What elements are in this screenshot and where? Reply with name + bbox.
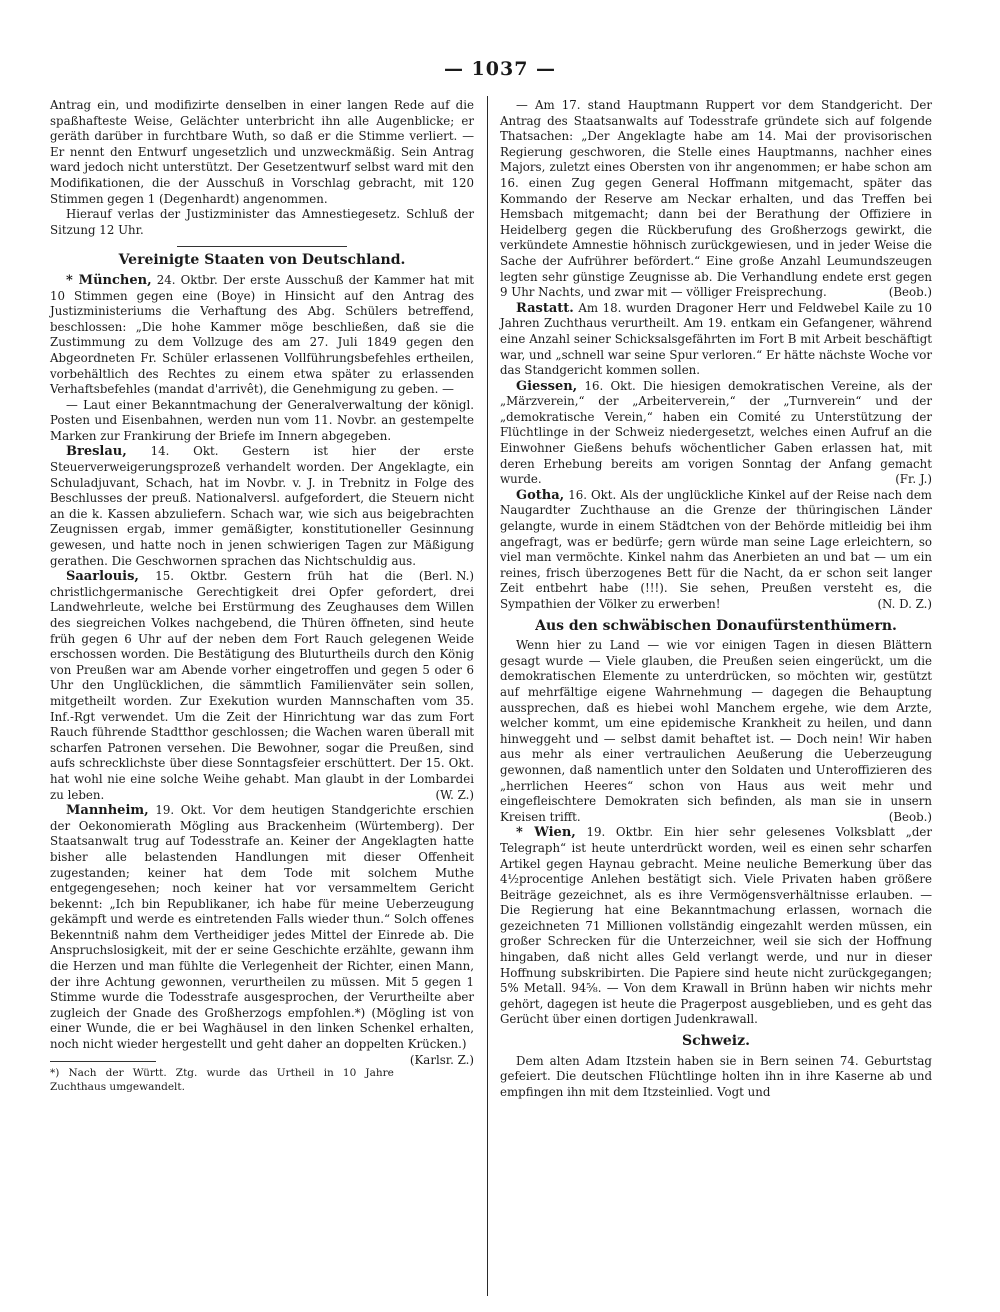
paragraph: Antrag ein, und modifizirte denselben in einer langen Rede auf die spaßhafteste Weise, Gelächter unterbricht ihn alle Augenblicke; er geräth darüber in furchtbare Wuth, so daß er die Stimme verliert. — Er nennt den Entwurf ungesetzlich und unzweckmäßig. Sein Antrag ward jedoch nicht unterstützt. Der Gesetzentwurf selbst ward mit den Modifikationen, die der Ausschuß in Vorschlag gebracht, mit 120 Stimmen gegen 1 (Degenhardt) angenommen. <box>50 98 474 206</box>
footnote-rule <box>50 1061 156 1062</box>
article-giessen <box>500 379 932 488</box>
article-text: — Am 17. stand Hauptmann Ruppert vor dem Standgericht. Der Antrag des Staatsanwalts auf Todesstrafe gründete sich auf folgende Thatsachen: „Der Angeklagte habe am 14. Mai der provisorischen Regierung geschworen, die Stelle eines Hauptmanns, nachher eines Majors, zuletzt eines Obersten von ihr angenommen; er habe schon am 16. einen Zug gegen General Hoffmann mitgemacht, später das Kommando der Reserve am Neckar erhalten, und das Treffen bei Hemsbach mitgemacht; dann bei der Berathung der Offiziere in Heidelberg gegen die Rückberufung des Großherzogs gewirkt, die verkündete Amnestie höhnisch zurückgewiesen, und in jeder Weise die Sache der Aufrührer befördert.“ Eine große Anzahl Leumundszeugen legten sehr günstige Zeugnisse ab. Die Verhandlung endete erst gegen 9 Uhr Nachts, und zwar mit — völliger Freisprechung. <box>500 98 932 300</box>
dateline-place: * München, <box>66 272 152 288</box>
source-citation: (W. Z.) <box>435 787 474 802</box>
section-heading: Vereinigte Staaten von Deutschland. <box>118 252 406 269</box>
dateline-place: Giessen, <box>516 378 578 394</box>
page-number: — 1037 — <box>443 58 557 80</box>
article-text: Am 18. wurden Dragoner Herr und Feldwebel Kaile zu 10 Jahren Zuchthaus verurtheilt. Am 19. entkam ein Gefangener, während eine Anzahl seiner Schicksalsgefährten im Fort B mit Arbeit beschäftigt war, und „schnell war seine Spur verloren.“ Er hätte nächste Woche vor das Standgericht kommen sollen. <box>500 300 932 378</box>
article-ruppert <box>500 98 932 301</box>
article-donau <box>500 638 932 825</box>
source-citation: (N. D. Z.) <box>877 597 932 611</box>
article-text: Wenn hier zu Land — wie vor einigen Tagen in diesen Blättern gesagt wurde — Viele glauben, die Preußen seien eingerückt, um die demokratischen Elemente zu unterdrücken, so möchten wir, gestützt auf mehrfältige eigene Wahrnehmung — dagegen die Behauptung aussprechen, daß es hiebei wohl Manchem ergehe, wie dem Arzte, welcher kommt, um eine epidemische Krankheit zu heilen, und dann hinweggeht und — selbst damit behaftet ist. — Doch nein! Wir haben aus mehr als einer vertraulichen Aeußerung die Ueberzeugung gewonnen, daß namentlich unter den Soldaten und Unteroffizieren des „herrlichen Heeres“ schon von Haus aus weit mehr und eingefleischtere Demokraten sich befinden, als man sie in unsern Kreisen trifft. <box>500 638 932 824</box>
article-text: 19. Okt. Vor dem heutigen Standgerichte erschien der Oekonomierath Mögling aus Brackenheim (Würtemberg). Der Staatsanwalt trug auf Todesstrafe an. Keiner der Angeklagten hatte bisher alle belastenden Handlungen mit dieser Offenheit zugestanden; keiner hat dem Tode mit solchem Muthe entgegengesehen; noch keiner hat vor versammeltem Gericht bekennt: „Ich bin Republikaner, ich habe für meine Ueberzeugung gekämpft und werde es eintretenden Falls wieder thun.“ Solch offenes Bekenntniß nahm dem Vertheidiger jedes Mittel der Einrede ab. Die Anspruchslosigkeit, mit der er seine Geschichte erzählte, gewann ihm die Herzen und man fühlte die Verlegenheit der Richter, einen Mann, der ihre Achtung gewonnen, verurtheilen zu müssen. Mit 5 gegen 1 Stimme wurde die Todesstrafe ausgesprochen, der Verurtheilte aber zugleich der Gnade des Großherzogs empfohlen.*) (Mögling ist von einer Wunde, die er bei Waghäusel in den linken Schenkel erhalten, noch nicht wieder hergestellt und geht daher an doppelten Krücken.) <box>50 803 474 1052</box>
article-mannheim <box>50 803 474 1067</box>
article-text: 15. Oktbr. Gestern früh hat die christlichgermanische Gerechtigkeit drei Opfer gefordert, drei Landwehrleute, welche bei Erstürmung des Zeughauses dem Willen des siegreichen Volkes nachgebend, die Thüren öffneten, sind heute früh gegen 6 Uhr auf der neben dem Fort Rauch gelegenen Weide erschossen worden. Die Bestätigung des Bluturtheils durch den König von Preußen war am Abende vorher eingetroffen und gegen 5 oder 6 Uhr den Unglücklichen, die sämmtlich Familienväter sein sollen, mitgetheilt worden. Zur Exekution wurden Mannschaften vom 35. Inf.-Rgt verwendet. Um die Zeit der Hinrichtung war das zum Fort Rauch führende Stadtthor geschlossen; die Wachen waren überall mit scharfen Patronen versehen. Die Bewohner, sogar die Preußen, sind aufs schrecklichste über diese Sonntagsfeier erschüttert. Der 15. Okt. hat wohl nie eine solche Weihe gehabt. Man glaubt in der Lombardei zu leben. <box>50 569 474 802</box>
section-rule <box>177 246 347 247</box>
article-wien <box>500 825 932 1028</box>
source-citation: (Beob.) <box>888 809 932 824</box>
source-citation: (Beob.) <box>888 285 932 300</box>
article-saarlouis <box>50 569 474 803</box>
section-heading: Aus den schwäbischen Donaufürstenthümern. <box>535 617 897 634</box>
article-muenchen <box>50 273 474 398</box>
dateline-place: Mannheim, <box>66 803 149 819</box>
dateline-place: Breslau, <box>66 444 127 460</box>
right-column <box>500 98 932 1100</box>
dateline-place: Rastatt. <box>516 300 574 316</box>
source-citation: (Berl. N.) <box>418 569 474 584</box>
article-text: 16. Okt. Als der unglückliche Kinkel auf der Reise nach dem Naugardter Zuchthause an die Grenze der thüringischen Länder gelangte, wurde in einem Städtchen von der Behörde mitleidig bei ihm angefragt, was er bedürfe; gern würde man seine Lage erleichtern, so viel man vermöchte. Kinkel nahm das Anerbieten an und bat — um ein reines, frisch überzogenes Bett für die Nacht, da er schon seit langer Zeit entbehrt habe (!!!). Sie sehen, Preußen versteht es, die Sympathien der Völker zu erwerben! <box>500 487 932 611</box>
footnote: *) Nach der Württ. Ztg. wurde das Urtheil in 10 Jahre Zuchthaus umgewandelt. <box>50 1066 394 1093</box>
paragraph: — Laut einer Bekanntmachung der Generalverwaltung der königl. Posten und Eisenbahnen, werden nun vom 11. Novbr. an gestempelte Marken zur Frankirung der Briefe im Innern abgegeben. <box>50 397 474 443</box>
article-gotha <box>500 488 932 613</box>
left-column <box>50 98 474 1094</box>
article-text: 14. Okt. Gestern ist hier der erste Steuerverweigerungsprozeß verhandelt worden. Der Angeklagte, ein Schuladjuvant, Schach, hat im Novbr. v. J. in Trebnitz in Folge des Beschlusses der preuß. Nationalversl. aufgefordert, die Steuern nicht an die k. Kassen abzuliefern. Schach war, wie sich aus beigebrachten Zeugnissen ergab, immer gemäßigter, konstitutioneller Gesinnung gewesen, und hatte noch in jenen schwierigen Tagen zur Mäßigung gerathen. Die Geschwornen sprachen das Nichtschuldig aus. <box>50 444 475 568</box>
dateline-place: Saarlouis, <box>66 569 139 585</box>
source-citation: (Karlsr. Z.) <box>409 1052 474 1067</box>
article-text: 24. Oktbr. Der erste Ausschuß der Kammer hat mit 10 Stimmen gegen eine (Boye) in Hinsicht auf den Antrag des Justizministeriums die Verhaftung des Abg. Schülers betreffend, beschlossen: „Die hohe Kammer möge beschließen, daß sie die Zustimmung zu dem Vollzuge des am 27. Juli 1849 gegen den Abgeordneten Fr. Schüler erlassenen Vollführungsbefehles ertheilen, vorbehältlich des Rechtes zu einem etwa später zu erlassenden Verhaftsbefehles (mandat d'arrivêt), die Genehmigung zu geben. — <box>50 272 474 397</box>
dateline-place: Gotha, <box>516 487 565 503</box>
article-text: 19. Oktbr. Ein hier sehr gelesenes Volksblatt „der Telegraph“ ist heute unterdrückt worden, weil es einen sehr scharfen Artikel gegen Haynau gebracht. Meine neuliche Bemerkung über das 4½procentige Anlehen bestätigt sich. Viele Privaten haben größere Beiträge gezeichnet, als es ihre Vermögensverhältnisse erlauben. — Die Regierung hat eine Bekanntmachung erlassen, wornach die gezeichneten 71 Millionen vollständig eingezahlt werden müssen, ein großer Schrecken für die Unterzeichner, weil sie sich der Hoffnung hingaben, daß nicht alles Geld verlangt werde, und nur in dieser Hoffnung subskribirten. Die Papiere sind heute nicht zurückgegangen; 5% Metall. 94⅝. — Von dem Krawall in Brünn haben wir nichts mehr gehört, dagegen ist heute die Pragerpost ausgeblieben, und es geht das Gerücht über einen dortigen Judenkrawall. <box>500 825 932 1027</box>
column-divider <box>487 96 488 1296</box>
paragraph: Hierauf verlas der Justizminister das Amnestiegesetz. Schluß der Sitzung 12 Uhr. <box>50 207 474 237</box>
article-schweiz: Dem alten Adam Itzstein haben sie in Bern seinen 74. Geburtstag gefeiert. Die deutschen Flüchtlinge holten ihn in ihre Kaserne ab und empfingen ihn mit dem Itzsteinlied. Vogt und <box>500 1053 932 1099</box>
section-heading: Schweiz. <box>682 1033 750 1050</box>
article-rastatt <box>500 301 932 379</box>
article-text: 16. Okt. Die hiesigen demokratischen Vereine, als der „Märzverein,“ der „Arbeiterverein,“ der „Turnverein“ und der „demokratische Verein,“ haben ein Comité zu Unterstützung der Flüchtlinge in der Schweiz niedergesetzt, welches einen Aufruf an die Einwohner Gießens behufs wöchentlicher Gaben erlassen hat, mit deren Erhebung bereits am vorigen Sonntag der Anfang gemacht wurde. <box>500 378 933 487</box>
dateline-place: * Wien, <box>516 825 576 841</box>
source-citation: (Fr. J.) <box>895 472 932 487</box>
